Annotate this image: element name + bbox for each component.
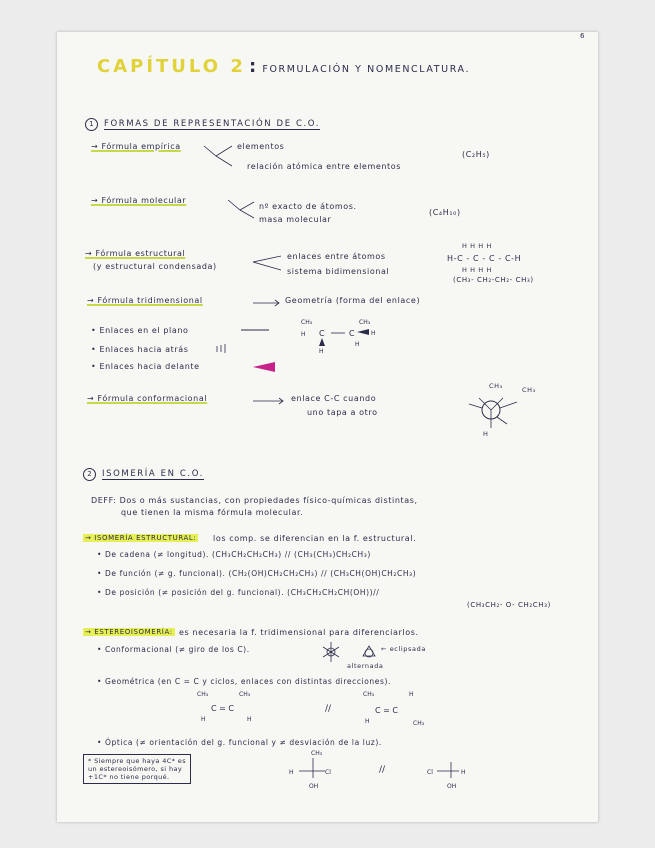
svg-text:C: C bbox=[349, 329, 355, 338]
page-number: 6 bbox=[580, 32, 586, 40]
svg-text:Cl: Cl bbox=[325, 769, 331, 776]
estereo-geometrica: • Geométrica (en C = C y ciclos, enlaces con distintas direcciones). bbox=[97, 677, 392, 686]
svg-text:Cl: Cl bbox=[427, 769, 433, 776]
butane-structure-bottom: H H H H bbox=[462, 266, 492, 274]
isomeria-definition-2: que tienen la misma fórmula molecular. bbox=[121, 508, 304, 517]
svg-text:H: H bbox=[461, 769, 466, 776]
svg-text:CH₃: CH₃ bbox=[311, 750, 323, 757]
isomeria-definition-1: DEFF: Dos o más sustancias, con propiedades físico-químicas distintas, bbox=[91, 496, 418, 505]
svg-text:H: H bbox=[319, 348, 324, 355]
section-2-heading: 2 ISOMERÍA EN C.O. bbox=[83, 468, 204, 481]
solid-wedge bbox=[253, 362, 277, 372]
formula-molecular-label: → Fórmula molecular bbox=[91, 196, 187, 205]
svg-text:H: H bbox=[247, 716, 252, 723]
estereo-conformacional: • Conformacional (≠ giro de los C). bbox=[97, 645, 250, 654]
svg-text:H: H bbox=[201, 716, 206, 723]
svg-text:H: H bbox=[289, 769, 294, 776]
svg-text:CH₃: CH₃ bbox=[301, 319, 313, 326]
svg-text:H: H bbox=[301, 331, 306, 338]
formula-estructural-label: → Fórmula estructural bbox=[85, 249, 186, 258]
line-plano bbox=[241, 329, 271, 332]
svg-text:OH: OH bbox=[447, 783, 457, 790]
isomeria-posicion: • De posición (≠ posición del g. funcional). (CH₃CH₂CH₂CH(OH))// bbox=[97, 588, 380, 597]
estereo-optica: • Óptica (≠ orientación del g. funcional y ≠ desviación de la luz). bbox=[97, 738, 382, 747]
butane-structure-top: H H H H bbox=[462, 242, 492, 250]
note-box: * Siempre que haya 4C* es un estereoisómero, si hay +1C* no tiene porqué. bbox=[83, 754, 191, 784]
formula-c4h10: (C₄H₁₀) bbox=[429, 208, 461, 217]
svg-text:C = C: C = C bbox=[211, 704, 234, 713]
svg-text:H: H bbox=[409, 691, 414, 698]
svg-text:CH₃: CH₃ bbox=[413, 720, 425, 727]
branch-arrow-molecular bbox=[228, 198, 256, 222]
svg-text:CH₃: CH₃ bbox=[363, 691, 375, 698]
svg-text:CH₃: CH₃ bbox=[197, 691, 209, 698]
bullet-atras: • Enlaces hacia atrás bbox=[91, 345, 189, 354]
optical-isomer-drawings bbox=[287, 748, 487, 794]
estereoisomeria-label: → ESTEREOISOMERÍA: bbox=[85, 628, 173, 636]
hashed-wedge bbox=[215, 342, 235, 354]
notebook-page: 6 CAPÍTULO 2 : FORMULACIÓN Y NOMENCLATURA. 1 FORMAS DE REPRESENTACIÓN DE C.O. → Fórmula empírica elementos relación atómica entre elementos (C₂H₅) → Fórmula molecular nº exacto de átomos. masa molecular (C₄H₁₀) → Fórmula estructural (y estructural condensada) enlaces entre átomos sistema bidimensional H H H H H-C - C - C - C-H H H H H (CH₃- CH₂-CH₂- CH₃) → Fórmula tridimensional Geometría (forma del enlace) • Enlaces en el plano • Enlaces hacia atrás • Enlaces hacia delante CH₃ H C C CH₃ H H H → Fórmula conformacional enlace C-C cuando uno tapa a otro CH₃ CH₃ H 2 ISOMERÍA EN C.O. DEFF: Dos o más sustancias, con propiedades físico-químicas distintas, que tienen la misma fórmula molecular. → ISOMERÍA ESTRUCTURAL: los comp. se diferencian en la f. estructural. • De cadena (≠ longitud). (CH₃CH₂CH₂CH₃) // (CH₃(CH₃)CH₂CH₃) • De función (≠ g. funcional). (CH₂(OH)CH₂CH₂CH₃) // (CH₃CH(OH)CH₂CH₃) • De posición (≠ posición del g. funcional). (CH₃CH₂CH₂CH(OH))// (CH₃CH₂- O- CH₂CH₃) → ESTEREOISOMERÍA: es necesaria la f. tridimensional para diferenciarlos. • Conformacional (≠ giro de los C). ← eclipsada alternada • Geométrica (en C = C y ciclos, enlaces con distintas direcciones). CH₃ CH₃ C = C H H // CH₃ H C = C H CH₃ • Óptica (≠ orientación del g. funcional y ≠ desviación de la luz). * Siempre que haya 4C* es un estereoisómero, si hay +1C* no tiene porqué. CH₃ H Cl OH // Cl H OH bbox=[57, 32, 598, 822]
svg-text://: // bbox=[325, 704, 332, 714]
svg-text:CH₃: CH₃ bbox=[359, 319, 371, 326]
cis-trans-drawings bbox=[195, 687, 535, 729]
svg-text:C = C: C = C bbox=[375, 706, 398, 715]
isomeria-cadena: • De cadena (≠ longitud). (CH₃CH₂CH₂CH₃) // (CH₃(CH₃)CH₂CH₃) bbox=[97, 550, 371, 559]
isomeria-estructural-label: → ISOMERÍA ESTRUCTURAL: bbox=[85, 534, 197, 542]
bullet-plano: • Enlaces en el plano bbox=[91, 326, 189, 335]
page-title: CAPÍTULO 2 : FORMULACIÓN Y NOMENCLATURA. bbox=[97, 56, 471, 77]
chapter-subtitle: FORMULACIÓN Y NOMENCLATURA. bbox=[262, 64, 471, 75]
svg-text:H: H bbox=[355, 341, 360, 348]
branch-arrow-empirica bbox=[204, 142, 234, 168]
formula-empirica-label: → Fórmula empírica bbox=[91, 142, 181, 151]
svg-text:H: H bbox=[371, 330, 376, 337]
svg-text:H: H bbox=[365, 718, 370, 725]
formula-c2h5: (C₂H₅) bbox=[462, 150, 490, 159]
isomeria-funcion: • De función (≠ g. funcional). (CH₂(OH)CH₂CH₂CH₃) // (CH₃CH(OH)CH₂CH₃) bbox=[97, 569, 417, 578]
svg-text://: // bbox=[379, 765, 386, 775]
tridimensional-molecule-drawing bbox=[297, 314, 377, 354]
svg-text:OH: OH bbox=[309, 783, 319, 790]
section-1-heading: 1 FORMAS DE REPRESENTACIÓN DE C.O. bbox=[85, 118, 320, 131]
arrow-conformacional bbox=[253, 398, 287, 404]
butane-condensed: (CH₃- CH₂-CH₂- CH₃) bbox=[453, 276, 534, 284]
branch-arrow-estructural bbox=[253, 252, 285, 274]
bullet-delante: • Enlaces hacia delante bbox=[91, 362, 200, 371]
formula-tridimensional-label: → Fórmula tridimensional bbox=[87, 296, 203, 305]
formula-conformacional-label: → Fórmula conformacional bbox=[87, 394, 208, 403]
svg-text:C: C bbox=[319, 329, 325, 338]
svg-text:CH₃: CH₃ bbox=[239, 691, 251, 698]
arrow-tridimensional bbox=[253, 300, 283, 306]
chapter-label: CAPÍTULO 2 bbox=[97, 56, 246, 77]
butane-structure: H-C - C - C - C-H bbox=[447, 254, 522, 263]
